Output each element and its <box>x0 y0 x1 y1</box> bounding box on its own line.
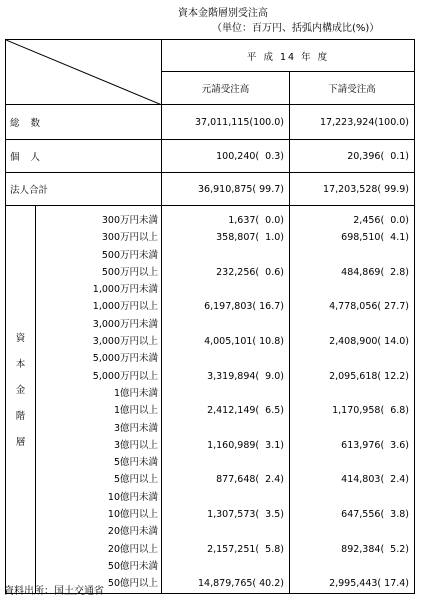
prime-value: 4,005,101( 10.8) <box>204 336 284 348</box>
sub-values-cell <box>290 206 415 594</box>
prime-value: 14,879,765( 40.2) <box>198 578 284 590</box>
sub-value: 2,095,618( 12.2) <box>329 370 410 382</box>
unit-note: （単位：百万円、括弧内構成比(%)） <box>212 23 380 34</box>
bracket-label: 10億円未満 <box>107 491 158 503</box>
group-label-char: 金 <box>15 384 26 396</box>
group-label-char: 階 <box>15 410 26 422</box>
corner-header-cell <box>6 40 162 105</box>
sub-value: 17,203,528( 99.9) <box>290 173 415 206</box>
bracket-labels-cell <box>36 206 162 594</box>
row-label: 総数 <box>6 105 162 140</box>
bracket-label: 20億円以上 <box>107 543 158 555</box>
capital-bracket-block <box>6 206 415 594</box>
prime-value: 877,648( 2.4) <box>216 474 284 486</box>
prime-value: 100,240( 0.3) <box>162 140 290 173</box>
source-note: 資料出所：国土交通省 <box>4 586 104 597</box>
row-label: 個人 <box>6 140 162 173</box>
prime-values-cell <box>162 206 290 594</box>
row-corporate-total <box>6 173 415 206</box>
group-label-char: 本 <box>15 358 26 370</box>
row-individual <box>6 140 415 173</box>
sub-value: 698,510( 4.1) <box>341 232 410 244</box>
prime-value: 1,160,989( 3.1) <box>207 439 284 451</box>
sub-value: 17,223,924(100.0) <box>290 105 415 140</box>
bracket-label: 5,000万円未満 <box>92 353 158 365</box>
bracket-label: 10億円以上 <box>107 509 158 521</box>
sub-value: 892,384( 5.2) <box>341 543 410 555</box>
era-header: 平 成 14 年 度 <box>162 40 415 72</box>
bracket-label: 500万円未満 <box>101 249 158 261</box>
sub-value: 2,995,443( 17.4) <box>329 578 410 590</box>
bracket-label: 1億円未満 <box>113 387 158 399</box>
row-total <box>6 105 415 140</box>
statistics-table <box>5 39 414 590</box>
bracket-label: 1,000万円未満 <box>92 284 158 296</box>
sub-value: 2,408,900( 14.0) <box>329 336 410 348</box>
prime-value: 358,807( 1.0) <box>216 232 284 244</box>
prime-value: 2,157,251( 5.8) <box>207 543 284 555</box>
sub-value: 2,456( 0.0) <box>353 215 410 226</box>
sub-value: 484,869( 2.8) <box>341 266 410 278</box>
bracket-label: 300万円以上 <box>101 232 158 244</box>
group-label-cell <box>6 206 36 594</box>
prime-value: 6,197,803( 16.7) <box>204 301 284 313</box>
prime-value: 1,307,573( 3.5) <box>207 509 284 521</box>
bracket-label: 50億円未満 <box>107 560 158 572</box>
prime-value: 3,319,894( 9.0) <box>207 370 284 382</box>
bracket-label: 3億円未満 <box>113 422 158 434</box>
bracket-label: 1億円以上 <box>113 405 158 417</box>
bracket-label: 500万円以上 <box>101 266 158 278</box>
sub-value: 4,778,056( 27.7) <box>329 301 410 313</box>
prime-value: 37,011,115(100.0) <box>162 105 290 140</box>
bracket-label: 1,000万円以上 <box>92 301 158 313</box>
sub-value: 647,556( 3.8) <box>341 509 410 521</box>
bracket-label: 3,000万円以上 <box>92 336 158 348</box>
column-header-prime: 元請受注高 <box>162 72 290 105</box>
sub-value: 414,803( 2.4) <box>341 474 410 486</box>
prime-value: 1,637( 0.0) <box>228 215 284 226</box>
column-header-sub: 下請受注高 <box>290 72 415 105</box>
prime-value: 232,256( 0.6) <box>216 266 284 278</box>
sub-value: 1,170,958( 6.8) <box>332 405 410 417</box>
prime-value: 2,412,149( 6.5) <box>207 405 284 417</box>
bracket-label: 3,000万円未満 <box>92 318 158 330</box>
group-label-char: 資 <box>15 332 26 344</box>
bracket-label: 5,000万円以上 <box>92 370 158 382</box>
sub-value: 613,976( 3.6) <box>341 439 410 451</box>
sub-value: 20,396( 0.1) <box>290 140 415 173</box>
bracket-label: 3億円以上 <box>113 439 158 451</box>
bracket-label: 5億円未満 <box>113 457 158 469</box>
prime-value: 36,910,875( 99.7) <box>162 173 290 206</box>
diagonal-slash <box>6 40 162 105</box>
group-label-char: 層 <box>15 436 26 448</box>
row-label: 法人合計 <box>6 173 162 206</box>
bracket-label: 5億円以上 <box>113 474 158 486</box>
bracket-label: 300万円未満 <box>101 215 158 226</box>
table-title: 資本金階層別受注高 <box>178 8 268 19</box>
bracket-label: 20億円未満 <box>107 526 158 538</box>
bracket-label: 50億円以上 <box>107 578 158 590</box>
